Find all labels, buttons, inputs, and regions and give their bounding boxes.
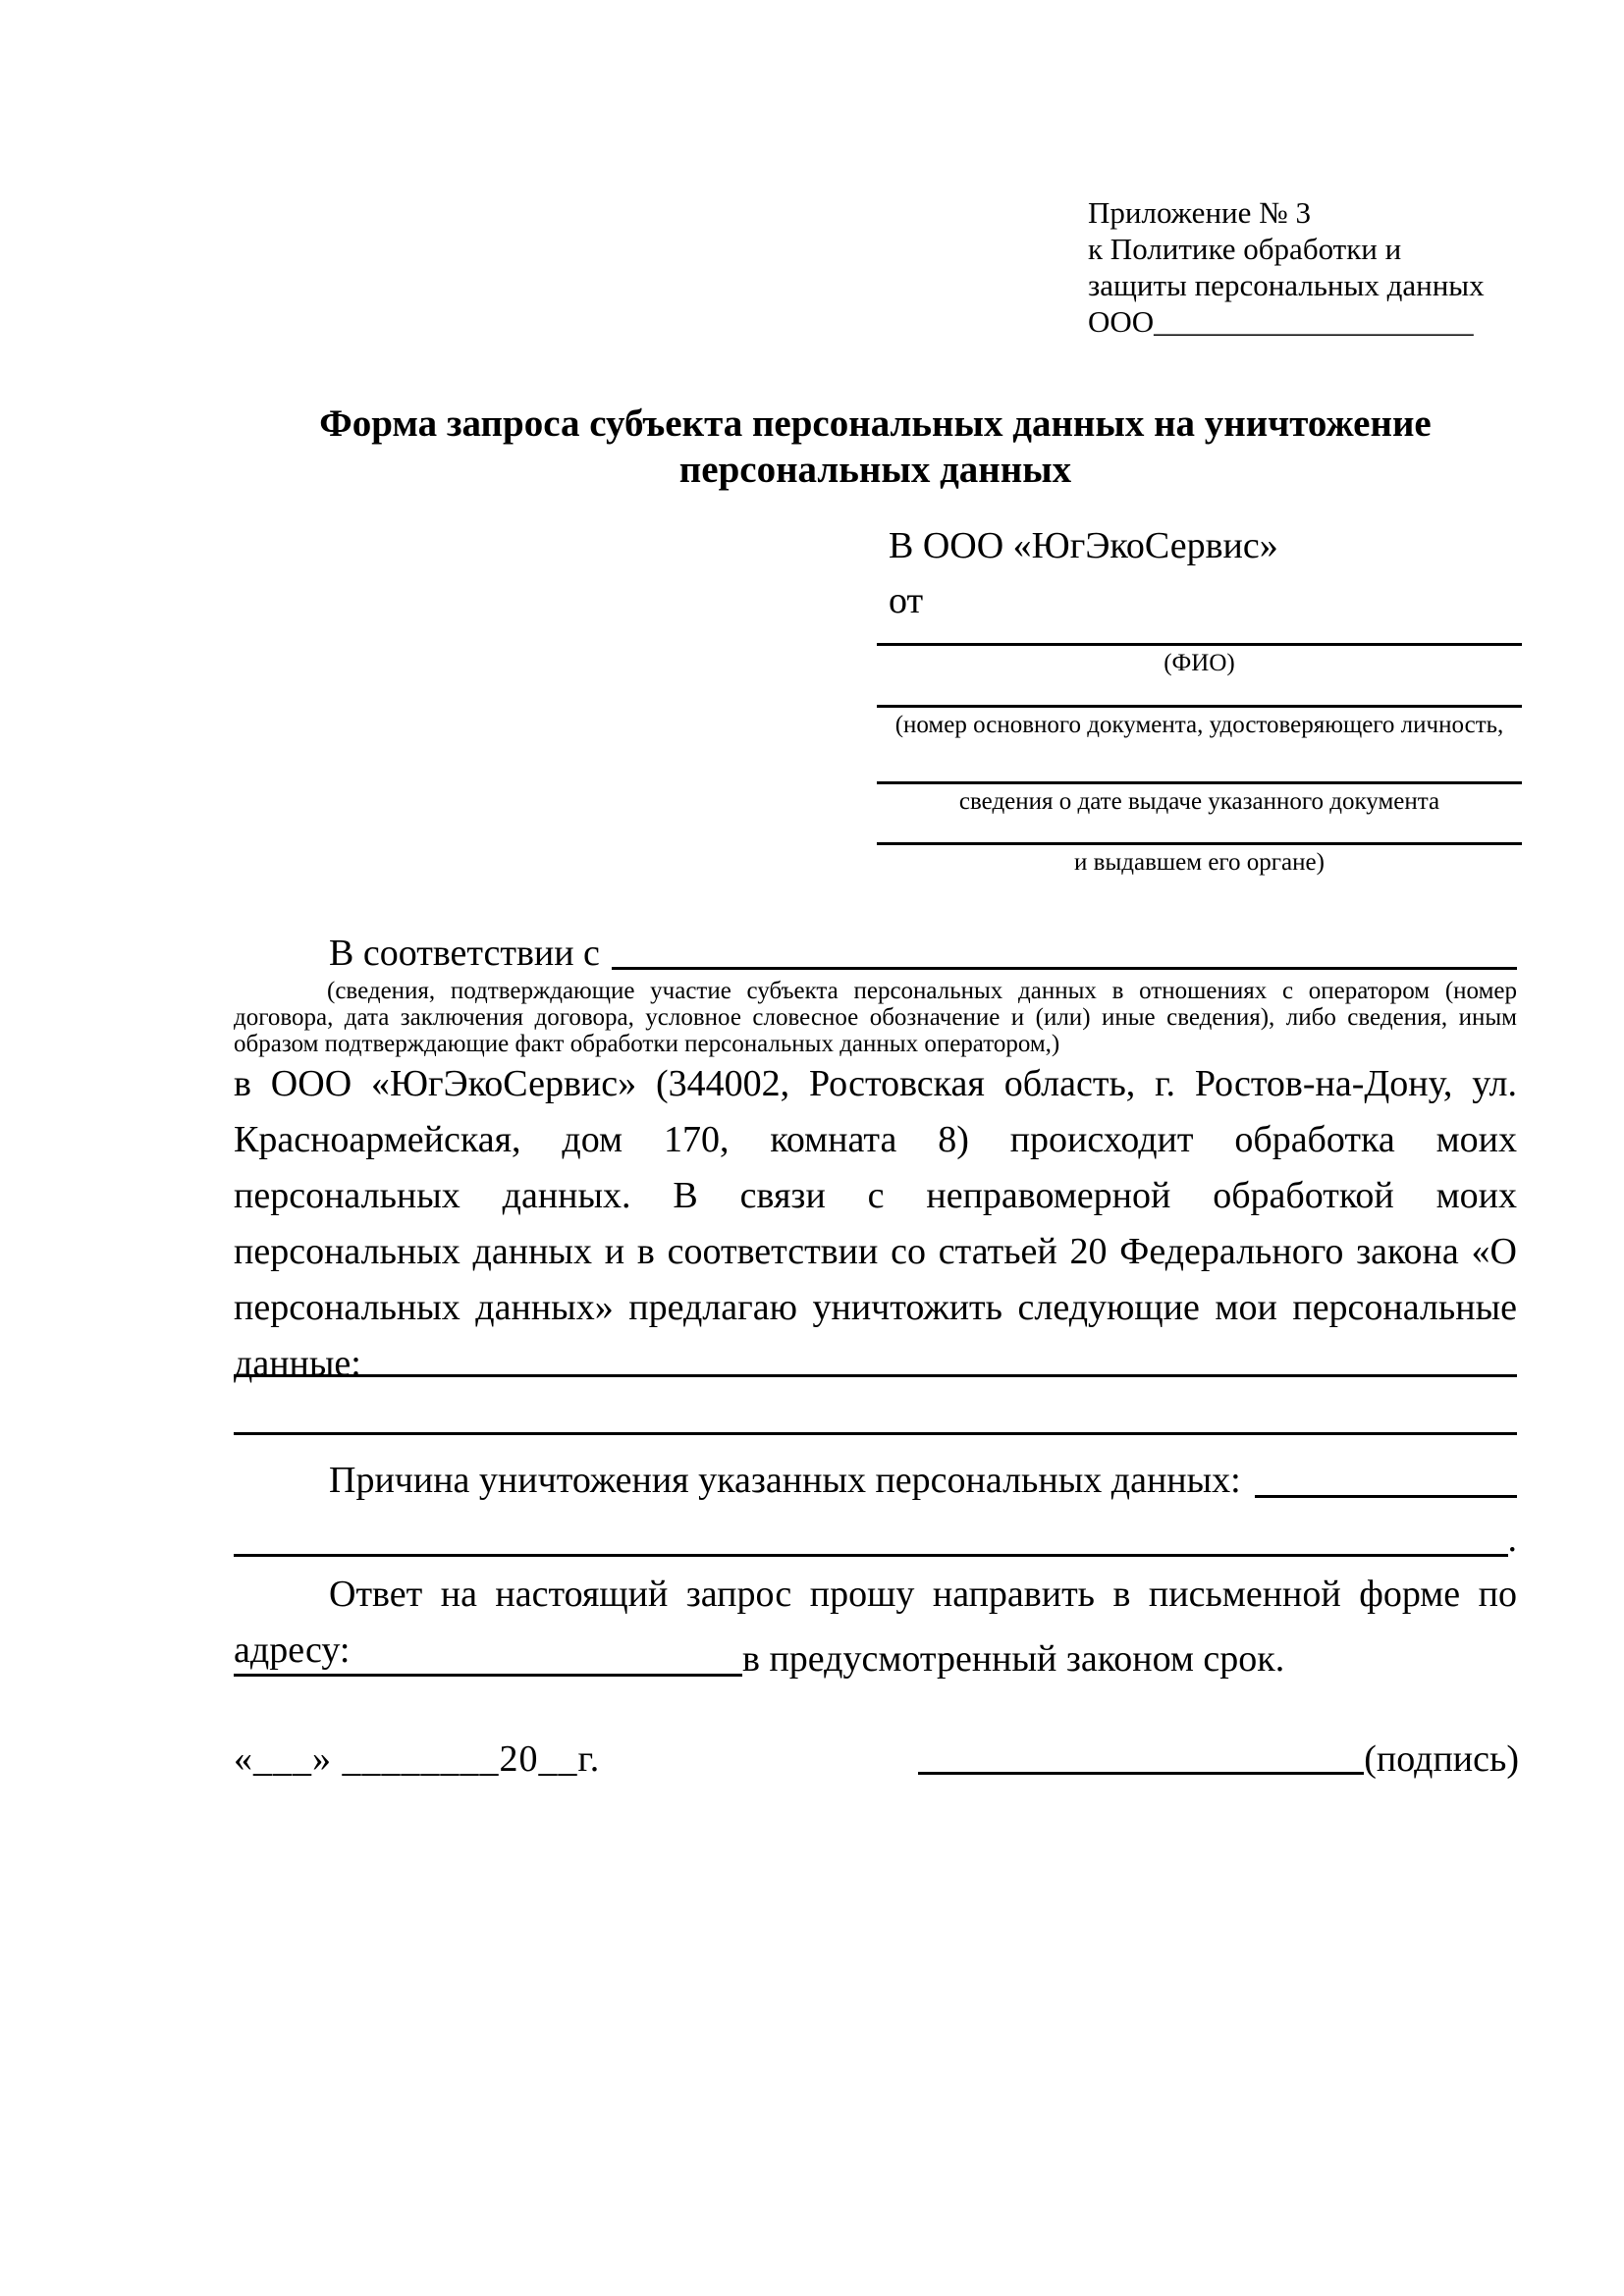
accordance-blank-line [612,929,1517,970]
write-line [877,781,1522,784]
fine-print-clause: (сведения, подтверждающие участие субъекта персональных данных в отношениях с оператором (номер договора, дата заключения договора, условное словесное обозначение и (или) иные сведения), либо сведения, иным образом подтверждающие факт обработки персональных данных оператором,) [234,978,1517,1057]
reply-paragraph: Ответ на настоящий запрос прошу направить в письменной форме по адресу: [234,1574,1517,1671]
page-title: Форма запроса субъекта персональных данных на уничтожение персональных данных [319,402,1432,491]
blank-line [234,1432,1517,1435]
write-field-issuing-authority [877,842,1522,877]
appendix-header-line: Приложение № 3 [1088,195,1311,230]
reason-label: Причина уничтожения указанных персональных данных: [329,1460,1241,1501]
write-line-caption: и выдавшем его органе) [1074,849,1325,876]
reply-tail: в предусмотренный законом срок. [742,1638,1285,1680]
reason-blank-line [1255,1455,1517,1498]
write-line [877,705,1522,708]
address-blank-line [234,1633,742,1677]
date-blank: «___» ________20__г. [234,1738,601,1780]
accordance-row [234,929,1517,978]
reason-row [234,1455,1517,1506]
appendix-header-line: защиты персональных данных [1088,268,1485,302]
appendix-header-line-ooo-blank: ООО_____________________ [1088,304,1474,339]
write-line [877,842,1522,845]
write-line-caption: сведения о дате выдаче указанного документа [958,788,1440,815]
addressee-from-label: от [889,580,924,621]
appendix-header [1088,194,1530,340]
write-field-document-number [877,705,1522,739]
blank-line [234,1374,1517,1377]
write-line-caption: (номер основного документа, удостоверяющего личность, [894,712,1504,738]
line-period: . [1507,1519,1517,1560]
appendix-header-line: к Политике обработки и [1088,232,1402,266]
reason-continuation-row [234,1514,1517,1565]
write-field-fio [877,643,1522,677]
accordance-label: В соответствии с [329,933,600,974]
signature-blank-line [918,1735,1364,1775]
signature-row [918,1735,1519,1783]
signature-caption: (подпись) [1364,1738,1519,1780]
addressee-organization: В ООО «ЮгЭкоСервис» [889,525,1278,566]
reply-address-row [234,1633,1517,1684]
write-field-issue-date [877,781,1522,816]
blank-line [234,1514,1508,1557]
write-line [877,643,1522,646]
main-paragraph: в ООО «ЮгЭкоСервис» (344002, Ростовская область, г. Ростов-на-Дону, ул. Красноармейская, дом 170, комната 8) происходит обработка моих персональных данных. В связи с неправомерной обработкой моих персональных данных и в соответствии со статьей 20 Федерального закона «О персональных данных» предлагаю уничтожить следующие мои персональные данные: [234,1063,1517,1384]
write-line-caption: (ФИО) [1164,650,1235,676]
